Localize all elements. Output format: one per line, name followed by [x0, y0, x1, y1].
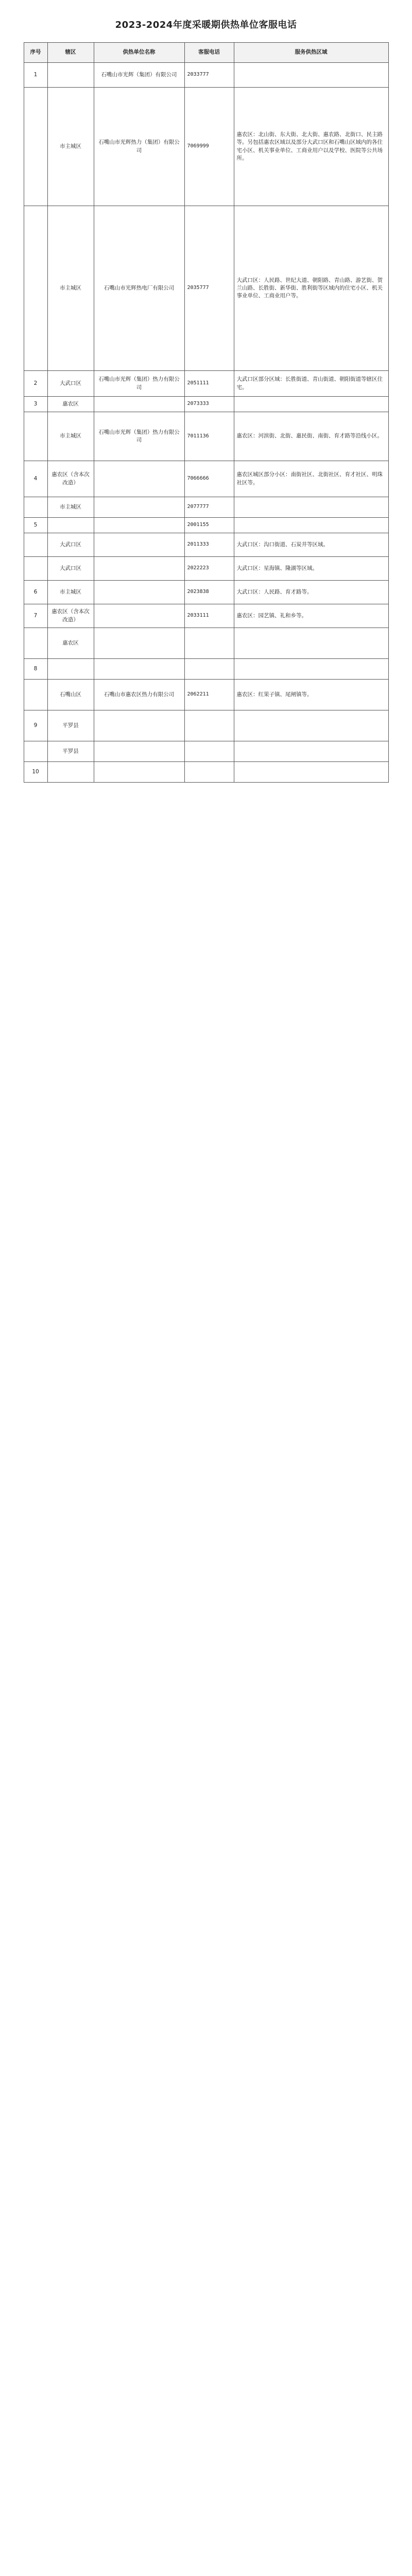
page: [0, 0, 412, 783]
table-row: [24, 557, 388, 581]
row-phone: 2033111: [184, 604, 234, 628]
row-phone: [184, 659, 234, 680]
table-row: [24, 518, 388, 533]
row-company: 石嘴山市惠农区热力有限公司: [94, 680, 184, 710]
row-district: 大武口区: [47, 533, 94, 557]
row-company: [94, 581, 184, 604]
row-company: [94, 628, 184, 659]
column-header-company: 供热单位名称: [94, 43, 184, 63]
row-phone: 2011333: [184, 533, 234, 557]
row-number: 10: [24, 762, 47, 783]
row-number: 1: [24, 63, 47, 88]
table-row: [24, 680, 388, 710]
row-phone: 7066666: [184, 461, 234, 497]
page-title: 2023-2024年度采暖期供热单位客服电话: [115, 20, 297, 30]
row-number: [24, 557, 47, 581]
row-number: 3: [24, 397, 47, 412]
row-service-area: 惠农区：园艺镇、礼和乡等。: [234, 604, 388, 628]
row-district: 惠农区（含本次改造）: [47, 604, 94, 628]
table-row: [24, 604, 388, 628]
table-row: [24, 628, 388, 659]
row-district: 市主城区: [47, 497, 94, 518]
column-header-district: 辖区: [47, 43, 94, 63]
row-number: 5: [24, 518, 47, 533]
column-header-phone: 客服电话: [184, 43, 234, 63]
row-number: 9: [24, 710, 47, 741]
row-service-area: 大武口区：沟口街道、石炭井等区域。: [234, 533, 388, 557]
row-district: [47, 518, 94, 533]
row-district: 平罗县: [47, 741, 94, 762]
row-service-area: 惠农区：北山街、东大街、北大街、惠农路、北街口、民主路等。另包括惠农区域以及部分大武口区和石嘴山区域内的各住宅小区、机关事业单位、工商业用户以及学校、医院等公共场所。: [234, 88, 388, 206]
table-row: [24, 533, 388, 557]
row-number: 4: [24, 461, 47, 497]
row-phone: 2022223: [184, 557, 234, 581]
row-company: [94, 659, 184, 680]
row-district: 惠农区: [47, 628, 94, 659]
row-service-area: 大武口区：人民路、育才路等。: [234, 581, 388, 604]
row-district: [47, 659, 94, 680]
row-district: [47, 63, 94, 88]
row-number: [24, 628, 47, 659]
row-phone: [184, 762, 234, 783]
row-phone: 2062211: [184, 680, 234, 710]
row-number: 8: [24, 659, 47, 680]
row-district: 惠农区: [47, 397, 94, 412]
row-district: 大武口区: [47, 557, 94, 581]
row-number: [24, 533, 47, 557]
row-service-area: [234, 497, 388, 518]
row-company: 石嘴山市光辉（集团）热力有限公司: [94, 412, 184, 461]
row-service-area: 惠农区：红果子镇、尾闸镇等。: [234, 680, 388, 710]
row-district: 大武口区: [47, 371, 94, 397]
row-phone: [184, 741, 234, 762]
row-number: [24, 741, 47, 762]
row-phone: 7069999: [184, 88, 234, 206]
row-number: 7: [24, 604, 47, 628]
table-row: [24, 461, 388, 497]
row-company: 石嘴山市光辉热电厂有限公司: [94, 206, 184, 371]
row-phone: 2051111: [184, 371, 234, 397]
row-service-area: 大武口区部分区域：长胜街道、青山街道、朝阳街道等辖区住宅。: [234, 371, 388, 397]
row-phone: 2001155: [184, 518, 234, 533]
row-service-area: [234, 741, 388, 762]
row-company: [94, 741, 184, 762]
table-row: [24, 497, 388, 518]
row-company: [94, 533, 184, 557]
row-phone: 2073333: [184, 397, 234, 412]
row-phone: 2035777: [184, 206, 234, 371]
row-company: 石嘴山市光辉（集团）热力有限公司: [94, 371, 184, 397]
row-service-area: [234, 63, 388, 88]
row-phone: 7011136: [184, 412, 234, 461]
row-district: 市主城区: [47, 88, 94, 206]
row-company: [94, 604, 184, 628]
row-number: [24, 497, 47, 518]
row-district: [47, 762, 94, 783]
table-header-row: [24, 43, 388, 63]
row-district: 市主城区: [47, 412, 94, 461]
table-row: [24, 659, 388, 680]
row-phone: 2033777: [184, 63, 234, 88]
table-row: [24, 741, 388, 762]
row-number: 2: [24, 371, 47, 397]
row-district: 石嘴山区: [47, 680, 94, 710]
row-service-area: [234, 762, 388, 783]
row-service-area: 大武口区：人民路、世纪大道、朝阳路、青山路、游艺街、贺兰山路、长胜街、新华街、胜利街等区域内的住宅小区、机关事业单位、工商业用户等。: [234, 206, 388, 371]
column-header-num: 序号: [24, 43, 47, 63]
row-company: [94, 397, 184, 412]
table-row: [24, 206, 388, 371]
row-district: 市主城区: [47, 206, 94, 371]
row-company: [94, 497, 184, 518]
row-number: [24, 88, 47, 206]
table-row: [24, 63, 388, 88]
row-company: [94, 518, 184, 533]
row-district: 市主城区: [47, 581, 94, 604]
row-company: [94, 710, 184, 741]
heating-service-table: [24, 42, 389, 783]
table-row: [24, 710, 388, 741]
row-service-area: [234, 397, 388, 412]
table-row: [24, 581, 388, 604]
table-body: [24, 63, 388, 783]
row-service-area: 大武口区：星海镇、隆湖等区域。: [234, 557, 388, 581]
row-number: [24, 206, 47, 371]
row-phone: 2077777: [184, 497, 234, 518]
column-header-area: 服务供热区域: [234, 43, 388, 63]
row-district: 惠农区（含本次改造）: [47, 461, 94, 497]
row-company: 石嘴山市光辉热力（集团）有限公司: [94, 88, 184, 206]
row-company: [94, 461, 184, 497]
row-phone: 2023838: [184, 581, 234, 604]
table-row: [24, 412, 388, 461]
row-service-area: [234, 518, 388, 533]
row-service-area: 惠农区：河滨街、北街、惠民街、南街、育才路等沿线小区。: [234, 412, 388, 461]
row-company: 石嘴山市光辉（集团）有限公司: [94, 63, 184, 88]
row-company: [94, 557, 184, 581]
row-phone: [184, 628, 234, 659]
row-company: [94, 762, 184, 783]
table-row: [24, 88, 388, 206]
row-number: [24, 412, 47, 461]
row-service-area: [234, 710, 388, 741]
row-number: 6: [24, 581, 47, 604]
row-number: [24, 680, 47, 710]
table-row: [24, 762, 388, 783]
row-service-area: [234, 628, 388, 659]
table-row: [24, 397, 388, 412]
row-district: 平罗县: [47, 710, 94, 741]
row-service-area: 惠农区城区部分小区：南街社区、北街社区、育才社区、明珠社区等。: [234, 461, 388, 497]
row-service-area: [234, 659, 388, 680]
table-row: [24, 371, 388, 397]
row-phone: [184, 710, 234, 741]
